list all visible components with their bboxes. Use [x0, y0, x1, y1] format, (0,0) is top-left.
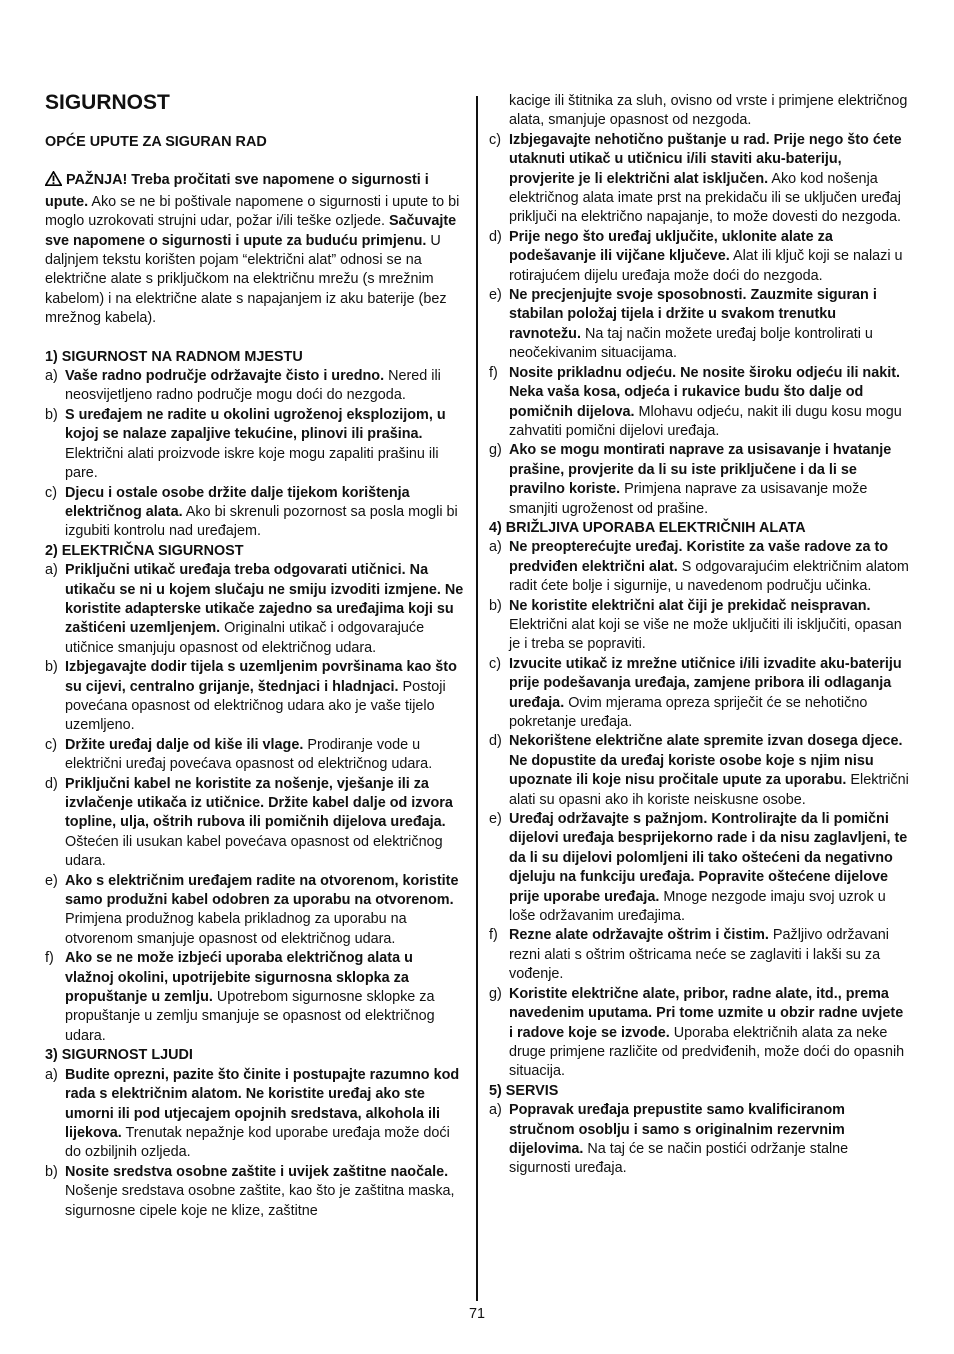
item-bold-text: Držite uređaj dalje od kiše ili vlage.: [65, 736, 304, 753]
item-bold-text: Rezne alate održavajte oštrim i čistim.: [509, 927, 769, 944]
item-bold-text: Nosite prikladnu odjeću. Ne nosite široku odjeću ili nakit. Neka vaša kosa, odjeća i rukavice budu što dalje od pomičnih dijelova.: [509, 364, 901, 420]
list-item: [489, 926, 911, 984]
list-item: [45, 658, 465, 736]
page-number: 71: [468, 1306, 485, 1322]
item-text: Električni alati su opasni ako ih koriste neiskusne osobe.: [509, 772, 909, 808]
item-letter: b): [45, 659, 58, 676]
list-item: [45, 484, 465, 542]
item-text: Nered ili neosvijetljeno radno područje mogu doći do nezgoda.: [65, 368, 441, 404]
item-text: Ako bi skrenuli pozornost sa posla mogli bi izgubiti kontrolu nad uređajem.: [65, 503, 458, 540]
warning-triangle-icon: [45, 171, 62, 192]
warning-bold-2: Sačuvajte sve napomene o sigurnosti i upute za buduću primjenu.: [45, 213, 457, 249]
item-bold-text: Nekorištene električne alate spremite izvan dosega djece. Ne dopustite da uređaj koriste osobe koje s njim nisu upoznate ili koje nisu pročitale upute za uporabu.: [509, 733, 903, 789]
item-text: Ako kod nošenja električnog alata imate prst na prekidaču ili se uključen uređaj priključi na električno napajanje, to može dovesti do nezgoda.: [509, 170, 901, 226]
item-text: Alat ili ključ koji se nalazi u rotirajućem dijelu uređaja može doći do nezgoda.: [509, 248, 903, 284]
section-heading: 1) SIGURNOST NA RADNOM MJESTU: [45, 348, 303, 365]
item-letter: f): [489, 364, 498, 381]
list-item: [489, 228, 911, 286]
list-item: [489, 364, 911, 442]
item-bold-text: Ne preopterećujte uređaj. Koristite za vaše radove za to predviđen električni alat.: [509, 539, 889, 575]
item-bold-text: Ako se mogu montirati naprave za usisavanje i hvatanje prašine, provjerite da li su iste priključene i da li se pravilno koriste.: [509, 442, 892, 498]
section-subtitle: OPĆE UPUTE ZA SIGURAN RAD: [45, 134, 267, 150]
item-letter: b): [489, 597, 502, 614]
section-heading: 3) SIGURNOST LJUDI: [45, 1047, 193, 1064]
item-letter: a): [45, 562, 58, 579]
list-item: [45, 872, 465, 950]
item-text: S odgovarajućim električnim alatom radit ćete bolje i sigurnije, u navedenom području učinka.: [509, 558, 909, 595]
item-bold-text: Djecu i ostale osobe držite dalje tijekom korištenja električnog alata.: [65, 484, 410, 520]
item-letter: b): [45, 406, 58, 423]
item-letter: e): [45, 872, 58, 889]
list-item: [489, 1101, 911, 1179]
item-text: Oštećen ili usukan kabel povećava opasnost od električnog udara.: [65, 833, 443, 870]
item-text: Prodiranje vode u električni uređaj povećava opasnost od električnog udara.: [65, 736, 433, 773]
section-heading: 4) BRIŽLJIVA UPORABA ELEKTRIČNIH ALATA: [489, 519, 806, 536]
continued-text-body: kacige ili štitnika za sluh, ovisno od vrste i primjene električnog alata, smanjuje opasnost od nezgoda.: [509, 93, 908, 129]
right-column: [489, 92, 911, 1179]
item-text: Trenutak nepažnje kod uporabe uređaja može doći do ozbiljnih ozljeda.: [65, 1124, 450, 1161]
item-text: Električni alat koji se više ne može uključiti ili isključiti, opasan je i treba se popraviti.: [509, 616, 902, 653]
list-item: [45, 406, 465, 484]
left-column: [45, 90, 465, 1221]
list-item: [45, 775, 465, 872]
item-text: Primjena produžnog kabela prikladnog za uporabu na otvorenom smanjuje opasnost od električnog udara.: [65, 911, 407, 947]
item-letter: c): [45, 736, 57, 753]
item-bold-text: S uređajem ne radite u okolini ugroženoj eksplozijom, u kojoj se nalaze zapaljive tekućine, plinovi ili prašina.: [65, 406, 446, 443]
list-item: [45, 736, 465, 775]
item-text: Primjena naprave za usisavanje može smanjiti ugroženost od prašine.: [509, 481, 868, 517]
item-letter: d): [489, 733, 502, 750]
list-item: [489, 538, 911, 596]
item-letter: c): [489, 655, 501, 672]
item-letter: e): [489, 287, 502, 304]
item-bold-text: Budite oprezni, pazite što činite i postupajte razumno kod rada s električnim alatom. Ne koristite uređaj ako ste umorni ili pod utjecajem opojnih sredstava, alkohola ili lijekova.: [65, 1066, 460, 1141]
warning-paragraph: [45, 171, 465, 328]
list-item: [45, 1163, 465, 1221]
column-divider: [476, 96, 478, 1301]
item-letter: f): [489, 927, 498, 944]
right-sections: [489, 131, 911, 1179]
list-item: [45, 1066, 465, 1163]
item-text: Originalni utikač i odgovarajuće utičnice smanjuju opasnost od električnog udara.: [65, 620, 425, 656]
item-bold-text: Prije nego što uređaj uključite, uklonite alate za podešavanje ili vijčane ključeve.: [509, 228, 833, 265]
item-bold-text: Priključni utikač uređaja treba odgovarati utičnici. Na utikaču se ni u kojem slučaju ne smiju izvoditi izmjene. Ne koristite adapterske utikače zajedno sa uređajima koji su zaštićeni uzemljenjem.: [65, 562, 464, 637]
item-text: Postoji povećana opasnost od električnog udara ako je vaše tijelo uzemljeno.: [65, 678, 446, 734]
warning-text-1: Ako se ne bi poštivale napomene o sigurnosti i upute to bi moglo uzrokovati strujni udar, požar i/ili teške ozljede.: [45, 193, 460, 230]
item-text: Električni alati proizvode iskre koje mogu zapaliti prašinu ili pare.: [65, 445, 439, 482]
item-letter: b): [45, 1163, 58, 1180]
list-item: [45, 367, 465, 406]
continued-text: [489, 92, 911, 131]
item-bold-text: Ne precjenjujte svoje sposobnosti. Zauzmite siguran i stabilan položaj tijela i držite u svakom trenutku ravnotežu.: [509, 287, 877, 342]
page-title: SIGURNOST: [45, 91, 170, 114]
item-letter: a): [489, 539, 502, 556]
warning-bold-1: PAŽNJA! Treba pročitati sve napomene o sigurnosti i upute.: [45, 172, 429, 210]
list-item: [489, 810, 911, 926]
item-letter: g): [489, 442, 502, 459]
section-heading: 5) SERVIS: [489, 1082, 559, 1099]
item-text: Uporaba električnih alata za neke druge primjene različite od predviđenih, može doći do opasnih situacija.: [509, 1024, 905, 1080]
item-bold-text: Koristite električne alate, pribor, radne alate, itd., prema navedenim uputama. Pri tome uzmite u obzir radne uvjete i radove koje se izvode.: [509, 985, 904, 1041]
list-item: [489, 655, 911, 733]
item-bold-text: Izbjegavajte dodir tijela s uzemljenim površinama kao što su cijevi, centralno grijanje, štednjaci i hladnjaci.: [65, 659, 457, 695]
item-text: Ovim mjerama opreza spriječit će se nehotično pokretanje uređaja.: [509, 694, 868, 730]
item-letter: e): [489, 811, 502, 828]
item-text: Pažljivo održavani rezni alati s oštrim oštricama neće se zaglaviti i lakši su za vođenje.: [509, 927, 889, 983]
list-item: [45, 949, 465, 1046]
list-item: [45, 561, 465, 658]
item-bold-text: Vaše radno područje održavajte čisto i uredno.: [65, 368, 385, 385]
item-letter: a): [45, 1066, 58, 1083]
section-heading: 2) ELEKTRIČNA SIGURNOST: [45, 542, 244, 559]
item-bold-text: Izbjegavajte nehotično puštanje u rad. Prije nego što ćete utaknuti utikač u utičnicu i/ili staviti aku-bateriju, provjerite je li električni alat isključen.: [509, 131, 902, 187]
item-bold-text: Izvucite utikač iz mrežne utičnice i/ili izvadite aku-bateriju prije podešavanja uređaja, zamjene pribora ili odlaganja uređaja.: [509, 655, 902, 711]
item-text: Mlohavu odjeću, nakit ili dugu kosu mogu zahvatiti pomični dijelovi uređaja.: [509, 403, 902, 439]
item-text: Na taj će se način postići održanje stalne sigurnosti uređaja.: [509, 1140, 849, 1177]
item-bold-text: Nosite sredstva osobne zaštite i uvijek zaštitne naočale.: [65, 1163, 449, 1180]
item-bold-text: Uređaj održavajte s pažnjom. Kontrolirajte da li pomični dijelovi uređaja besprijekorno rade i da nisu zaglavljeni, te da li su dijelovi polomljeni ili tako oštećeni da negativno djeluju na funkciju uređaja. Popravite oštećene dijelove prije uporabe uređaja.: [509, 811, 908, 905]
list-item: [489, 286, 911, 364]
item-bold-text: Priključni kabel ne koristite za nošenje, vješanje ili za izvlačenje utikača iz utičnice. Držite kabel dalje od izvora topline, ulja, oštrih rubova ili pomičnih dijelova uređaja.: [65, 775, 453, 831]
item-letter: a): [45, 368, 58, 385]
item-bold-text: Ne koristite električni alat čiji je prekidač neispravan.: [509, 597, 871, 614]
list-item: [489, 131, 911, 228]
item-text: Na taj način možete uređaj bolje kontrolirati u neočekivanim situacijama.: [509, 325, 873, 362]
warning-text-2: U daljnjem tekstu korišten pojam “električni alat” odnosi se na električne alate s priključkom na električnu mrežu (s mrežnim kabelom) i na električne alate s napajanjem iz aku baterije (bez mrežnog kabela).: [45, 232, 447, 327]
item-letter: d): [489, 228, 502, 245]
item-bold-text: Ako s električnim uređajem radite na otvorenom, koristite samo produžni kabel odobren za uporabu na otvorenom.: [65, 872, 459, 909]
list-item: [489, 985, 911, 1082]
item-letter: f): [45, 950, 54, 967]
item-bold-text: Ako se ne može izbjeći uporaba električnog alata u vlažnoj okolini, upotrijebite sigurnosna sklopka za propuštanje u zemlju.: [65, 950, 413, 1006]
item-letter: g): [489, 985, 502, 1002]
item-letter: c): [489, 131, 501, 148]
left-sections: [45, 348, 465, 1221]
item-text: Nošenje sredstava osobne zaštite, kao što je zaštitna maska, sigurnosne cipele koje ne klize, zaštitne: [65, 1183, 455, 1219]
item-letter: d): [45, 775, 58, 792]
item-bold-text: Popravak uređaja prepustite samo kvalificiranom stručnom osoblju i samo s originalnim rezervnim dijelovima.: [509, 1102, 845, 1157]
list-item: [489, 732, 911, 810]
item-text: Mnoge nezgode imaju svoj uzrok u loše održavanim uređajima.: [509, 888, 886, 925]
list-item: [489, 441, 911, 519]
item-letter: c): [45, 484, 57, 501]
item-text: Upotrebom sigurnosne sklopke za propuštanje u zemlju smanjuje se opasnost od električnog udara.: [65, 989, 435, 1044]
list-item: [489, 597, 911, 655]
item-letter: a): [489, 1102, 502, 1119]
